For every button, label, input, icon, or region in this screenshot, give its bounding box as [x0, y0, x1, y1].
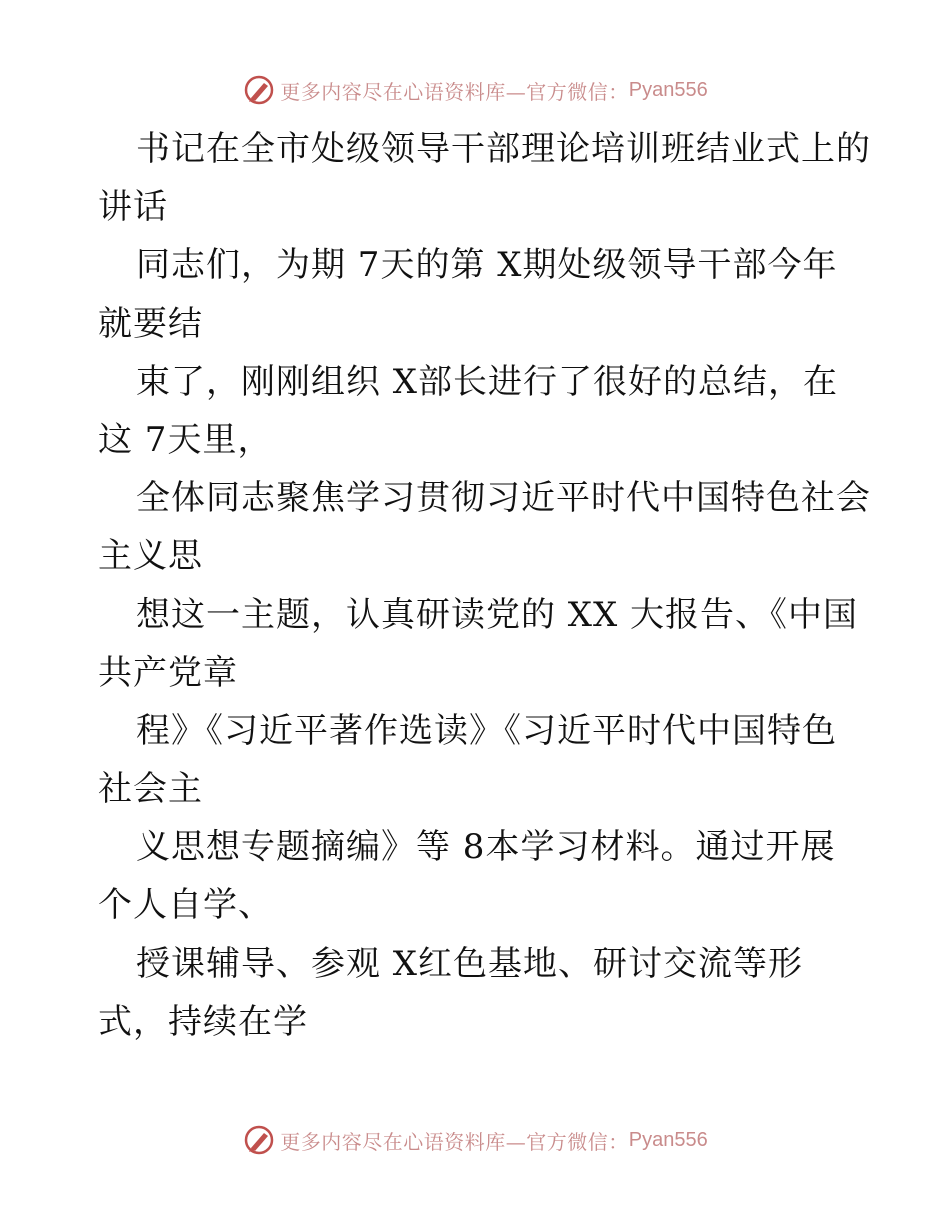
- text-line-14: 个人自学、: [98, 885, 273, 926]
- footer-watermark: [0, 1120, 950, 1160]
- pen-logo-icon: [242, 1123, 276, 1157]
- document-body: [98, 120, 871, 1051]
- text-line-11: 程》《习近平著作选读》《习近平时代中国特色: [136, 710, 837, 751]
- header-brand-handle: Pyan556: [628, 78, 708, 101]
- text-line-3: 同志们，为期 7天的第 X期处级领导干部今年: [136, 245, 838, 286]
- text-line-4: 就要结: [98, 303, 203, 344]
- header-brand-text: 更多内容尽在心语资料库—官方微信：: [280, 79, 629, 104]
- footer-brand-handle: Pyan556: [628, 1128, 708, 1151]
- text-line-1: 书记在全市处级领导干部理论培训班结业式上的: [136, 129, 871, 169]
- text-line-6: 这 7天里，: [98, 419, 273, 460]
- text-line-10: 共产党章: [98, 652, 238, 693]
- text-line-9: 想这一主题，认真研读党的 XX 大报告、《中国: [136, 594, 859, 635]
- text-line-16: 式，持续在学: [98, 1001, 308, 1042]
- text-line-7: 全体同志聚焦学习贯彻习近平时代中国特色社会: [136, 478, 871, 519]
- text-line-12: 社会主: [98, 769, 203, 810]
- text-line-2: 讲话: [98, 187, 168, 228]
- header-watermark: [0, 70, 950, 110]
- pen-logo-icon: [242, 73, 276, 107]
- text-line-15: 授课辅导、参观 X红色基地、研讨交流等形: [136, 943, 804, 984]
- footer-brand-text: 更多内容尽在心语资料库—官方微信：: [280, 1129, 629, 1154]
- text-line-13: 义思想专题摘编》等 8本学习材料。通过开展: [136, 827, 836, 868]
- text-line-5: 束了，刚刚组织 X部长进行了很好的总结，在: [136, 361, 839, 402]
- text-line-8: 主义思: [98, 536, 203, 577]
